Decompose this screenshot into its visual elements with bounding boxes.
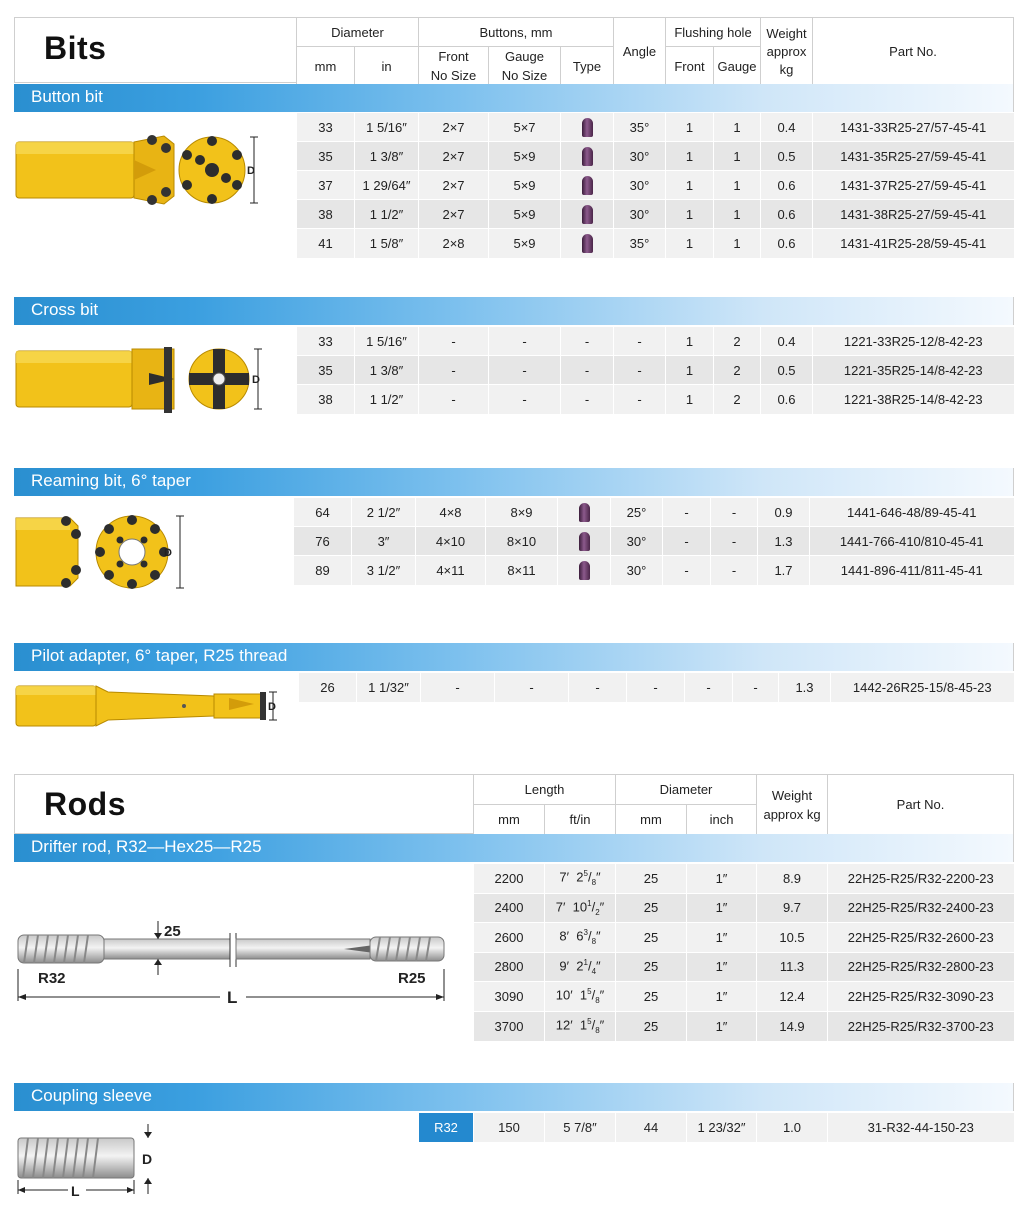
coupling-sleeve-drawing	[14, 1122, 174, 1202]
table-row	[297, 200, 1014, 229]
pilot-adapter-d-label: D	[268, 701, 276, 713]
ft-value: 9′	[559, 958, 570, 974]
cell-diameter-inch: 1 23/32″	[687, 1113, 757, 1142]
cell-dia-mm: 37	[297, 171, 355, 200]
cell-length-ftin: 7′ $10^1/_2''$	[545, 893, 616, 923]
cell-diameter-mm: 25	[616, 982, 687, 1012]
cell-diameter-inch: 1″	[687, 923, 757, 953]
cell-angle: 30°	[614, 171, 666, 200]
cell-part-no: 22H25-R25/R32-3700-23	[828, 1011, 1014, 1041]
cell-weight: 1.0	[757, 1113, 828, 1142]
in-fraction-denominator: 8	[595, 1025, 600, 1035]
cell-flush-gauge: 2	[714, 327, 761, 356]
table-row	[419, 1113, 1014, 1142]
cell-angle: 30°	[614, 200, 666, 229]
cell-angle: -	[627, 673, 685, 702]
cell-front-buttons: 2×7	[419, 142, 489, 171]
cell-flush-front: 1	[666, 356, 714, 385]
table-row	[294, 527, 1014, 556]
drifter-rod-label: Drifter rod, R32—Hex25—R25	[31, 837, 262, 856]
cell-flush-front: 1	[666, 142, 714, 171]
in-header: in	[355, 47, 419, 86]
in-fraction-numerator: 1	[587, 898, 592, 908]
table-row	[297, 113, 1014, 142]
cell-angle: -	[614, 385, 666, 414]
cell-gauge-buttons: 5×9	[489, 171, 561, 200]
cell-length-mm: 3700	[474, 1011, 545, 1041]
cell-length-ftin: 7′ $2^5/_8''$	[545, 864, 616, 894]
cell-dia-mm: 38	[297, 200, 355, 229]
button-bit-label: Button bit	[31, 87, 103, 106]
button-insert-icon	[582, 118, 593, 137]
cell-part-no: 22H25-R25/R32-2600-23	[828, 923, 1014, 953]
cell-front-buttons: 4×10	[416, 527, 486, 556]
table-row	[474, 982, 1014, 1012]
button-insert-icon	[579, 561, 590, 580]
cell-weight: 9.7	[757, 893, 828, 923]
cell-angle: 30°	[611, 527, 663, 556]
flushing-header: Flushing hole	[666, 18, 761, 47]
cell-gauge-buttons: -	[489, 356, 561, 385]
cell-weight: 12.4	[757, 982, 828, 1012]
cell-length-mm: 150	[474, 1113, 545, 1142]
in-fraction-numerator: 3	[583, 928, 588, 938]
rod-length-ftin-header: ft/in	[545, 805, 616, 835]
cell-dia-in: 3 1/2″	[352, 556, 416, 585]
cell-weight: 0.6	[761, 171, 813, 200]
part-no-header: Part No.	[813, 18, 1014, 86]
cell-button-type: -	[561, 385, 614, 414]
in-fraction-denominator: 2	[595, 907, 600, 917]
in-whole-value: 10	[572, 899, 588, 915]
cell-button-type: -	[569, 673, 627, 702]
cell-flush-gauge: 1	[714, 200, 761, 229]
cell-weight: 0.6	[761, 200, 813, 229]
weight-header: Weight approx kg	[761, 18, 813, 86]
buttons-header: Buttons, mm	[419, 18, 614, 47]
table-row	[474, 893, 1014, 923]
cell-flush-front: 1	[666, 113, 714, 142]
cell-part-no: 22H25-R25/R32-2800-23	[828, 952, 1014, 982]
cell-flush-gauge: 1	[714, 142, 761, 171]
cell-weight: 0.9	[758, 498, 810, 527]
cell-diameter-inch: 1″	[687, 982, 757, 1012]
diameter-header: Diameter	[297, 18, 419, 47]
cell-dia-mm: 33	[297, 113, 355, 142]
cell-angle: 25°	[611, 498, 663, 527]
rod-diameter-header: Diameter	[616, 775, 757, 805]
cell-part-no: 1431-35R25-27/59-45-41	[813, 142, 1014, 171]
cell-length-mm: 2200	[474, 864, 545, 894]
cell-part-no: 22H25-R25/R32-3090-23	[828, 982, 1014, 1012]
cell-front-buttons: -	[421, 673, 495, 702]
cell-length-ftin: 8′ $6^3/_8''$	[545, 923, 616, 953]
hex-dimension-label: 25	[164, 923, 181, 940]
cell-angle: 35°	[614, 113, 666, 142]
table-row	[297, 171, 1014, 200]
cell-dia-in: 1 5/8″	[355, 229, 419, 258]
mm-header: mm	[297, 47, 355, 86]
cell-flush-front: -	[663, 498, 711, 527]
cell-thread: R32	[419, 1113, 474, 1142]
pilot-adapter-label: Pilot adapter, 6° taper, R25 thread	[31, 646, 288, 665]
in-fraction-denominator: 8	[591, 878, 597, 888]
cell-part-no: 22H25-R25/R32-2200-23	[828, 864, 1014, 894]
cell-diameter-mm: 25	[616, 864, 687, 894]
flushing-front-header: Front	[666, 47, 714, 86]
cell-front-buttons: -	[419, 356, 489, 385]
bits-header-table	[296, 17, 1014, 86]
cell-part-no: 1441-896-411/811-45-41	[810, 556, 1014, 585]
cell-weight: 1.3	[779, 673, 831, 702]
cell-part-no: 31-R32-44-150-23	[828, 1113, 1014, 1142]
ft-value: 8′	[559, 928, 570, 944]
cell-part-no: 1221-35R25-14/8-42-23	[813, 356, 1014, 385]
cell-weight: 0.6	[761, 385, 813, 414]
ft-value: 7′	[559, 869, 570, 885]
rod-length-mm-header: mm	[474, 805, 545, 835]
cell-weight: 1.7	[758, 556, 810, 585]
cell-weight: 8.9	[757, 864, 828, 894]
cell-length-mm: 3090	[474, 982, 545, 1012]
r32-thread-label: R32	[38, 970, 66, 987]
drifter-rod-band	[14, 834, 1014, 862]
button-bit-drawing	[14, 130, 264, 215]
cell-weight: 0.4	[761, 327, 813, 356]
cell-flush-front: 1	[666, 229, 714, 258]
cell-flush-gauge: 2	[714, 356, 761, 385]
cell-part-no: 1221-38R25-14/8-42-23	[813, 385, 1014, 414]
cross-bit-drawing	[14, 345, 264, 415]
rod-diameter-mm-header: mm	[616, 805, 687, 835]
in-fraction-numerator: 5	[587, 1017, 592, 1027]
button-insert-icon	[582, 205, 593, 224]
cell-dia-in: 1 1/2″	[355, 385, 419, 414]
coupling-sleeve-table	[418, 1112, 1014, 1142]
cell-length-mm: 2600	[474, 923, 545, 953]
cell-part-no: 1431-41R25-28/59-45-41	[813, 229, 1014, 258]
in-fraction-numerator: 1	[583, 957, 588, 967]
ft-value: 7′	[555, 899, 566, 915]
cell-dia-mm: 35	[297, 356, 355, 385]
button-bit-table	[296, 112, 1014, 258]
button-insert-icon	[579, 532, 590, 551]
cell-part-no: 1441-646-48/89-45-41	[810, 498, 1014, 527]
cell-length-ftin: 10′ $1^5/_8''$	[545, 982, 616, 1012]
cell-dia-in: 1 5/16″	[355, 113, 419, 142]
cell-button-type	[561, 200, 614, 229]
cross-bit-d-label: D	[252, 374, 260, 386]
cell-gauge-buttons: 5×7	[489, 113, 561, 142]
cell-button-type	[561, 142, 614, 171]
cell-dia-mm: 64	[294, 498, 352, 527]
cell-part-no: 1441-766-410/810-45-41	[810, 527, 1014, 556]
cell-part-no: 1431-33R25-27/57-45-41	[813, 113, 1014, 142]
cell-length-mm: 2400	[474, 893, 545, 923]
button-insert-icon	[582, 176, 593, 195]
cell-dia-mm: 38	[297, 385, 355, 414]
cell-diameter-mm: 25	[616, 1011, 687, 1041]
cell-dia-mm: 89	[294, 556, 352, 585]
cell-dia-mm: 26	[299, 673, 357, 702]
in-fraction-denominator: 8	[591, 937, 597, 947]
cell-gauge-buttons: 8×10	[486, 527, 558, 556]
cell-flush-front: -	[663, 527, 711, 556]
table-row	[299, 673, 1014, 702]
cell-front-buttons: 2×7	[419, 171, 489, 200]
cell-button-type: -	[561, 356, 614, 385]
cell-diameter-mm: 44	[616, 1113, 687, 1142]
rod-length-header: Length	[474, 775, 616, 805]
cell-front-buttons: -	[419, 385, 489, 414]
cell-dia-mm: 33	[297, 327, 355, 356]
cell-dia-in: 3″	[352, 527, 416, 556]
reaming-bit-band	[14, 468, 1014, 496]
cell-angle: 30°	[611, 556, 663, 585]
cell-front-buttons: 2×8	[419, 229, 489, 258]
cell-weight: 0.5	[761, 356, 813, 385]
cell-button-type	[558, 527, 611, 556]
cell-flush-gauge: -	[711, 527, 758, 556]
cell-front-buttons: 2×7	[419, 200, 489, 229]
table-row	[297, 142, 1014, 171]
cell-front-buttons: 4×8	[416, 498, 486, 527]
cell-button-type	[558, 498, 611, 527]
button-insert-icon	[579, 503, 590, 522]
cell-flush-gauge: -	[711, 498, 758, 527]
cell-gauge-buttons: 5×9	[489, 200, 561, 229]
button-bit-d-label: D	[247, 165, 255, 177]
cell-part-no: 22H25-R25/R32-2400-23	[828, 893, 1014, 923]
coupling-sleeve-label: Coupling sleeve	[31, 1086, 152, 1105]
table-row	[297, 385, 1014, 414]
in-whole-value: 6	[576, 928, 584, 944]
cell-dia-in: 1 1/2″	[355, 200, 419, 229]
coupling-l-label: L	[71, 1183, 80, 1199]
cell-front-buttons: -	[419, 327, 489, 356]
table-row	[297, 327, 1014, 356]
cell-part-no: 1442-26R25-15/8-45-23	[831, 673, 1014, 702]
type-header: Type	[561, 47, 614, 86]
cell-part-no: 1431-38R25-27/59-45-41	[813, 200, 1014, 229]
cell-weight: 10.5	[757, 923, 828, 953]
pilot-adapter-drawing	[14, 680, 284, 732]
cell-flush-front: -	[663, 556, 711, 585]
cell-weight: 0.5	[761, 142, 813, 171]
rod-weight-header: Weight approx kg	[757, 775, 828, 835]
flushing-gauge-header: Gauge	[714, 47, 761, 86]
cell-gauge-buttons: -	[489, 327, 561, 356]
rod-diameter-inch-header: inch	[687, 805, 757, 835]
cell-length-ftin: 5 7/8″	[545, 1113, 616, 1142]
table-row	[474, 952, 1014, 982]
cell-button-type: -	[561, 327, 614, 356]
coupling-sleeve-band	[14, 1083, 1014, 1111]
in-whole-value: 2	[576, 869, 584, 885]
cross-bit-table	[296, 326, 1014, 414]
reaming-bit-table	[293, 497, 1014, 585]
cell-dia-in: 2 1/2″	[352, 498, 416, 527]
table-row	[294, 498, 1014, 527]
cell-angle: -	[614, 327, 666, 356]
table-row	[474, 864, 1014, 894]
drifter-rod-table	[473, 863, 1014, 1041]
table-row	[297, 229, 1014, 258]
cell-angle: -	[614, 356, 666, 385]
rod-length-label: L	[227, 988, 238, 1005]
cell-diameter-mm: 25	[616, 893, 687, 923]
cell-flush-front: 1	[666, 385, 714, 414]
cell-dia-in: 1 3/8″	[355, 142, 419, 171]
cell-diameter-mm: 25	[616, 923, 687, 953]
cell-diameter-inch: 1″	[687, 864, 757, 894]
cell-gauge-buttons: -	[489, 385, 561, 414]
cell-part-no: 1431-37R25-27/59-45-41	[813, 171, 1014, 200]
reaming-bit-d-label: D	[164, 547, 172, 559]
reaming-bit-label: Reaming bit, 6° taper	[31, 471, 191, 490]
cell-angle: 35°	[614, 229, 666, 258]
cell-gauge-buttons: 5×9	[489, 142, 561, 171]
front-header: Front No Size	[419, 47, 489, 86]
cell-flush-gauge: 1	[714, 113, 761, 142]
in-fraction-denominator: 8	[595, 996, 600, 1006]
in-whole-value: 1	[579, 1017, 588, 1033]
rod-part-header: Part No.	[828, 775, 1014, 835]
table-row	[474, 1011, 1014, 1041]
cell-diameter-inch: 1″	[687, 1011, 757, 1041]
cell-gauge-buttons: 8×11	[486, 556, 558, 585]
cell-gauge-buttons: 8×9	[486, 498, 558, 527]
cell-dia-in: 1 3/8″	[355, 356, 419, 385]
cell-weight: 14.9	[757, 1011, 828, 1041]
in-whole-value: 1	[579, 987, 588, 1003]
cell-front-buttons: 2×7	[419, 113, 489, 142]
button-insert-icon	[582, 147, 593, 166]
in-whole-value: 2	[576, 958, 584, 974]
cell-part-no: 1221-33R25-12/8-42-23	[813, 327, 1014, 356]
cell-weight: 1.3	[758, 527, 810, 556]
bits-title: Bits	[44, 30, 107, 66]
cell-flush-gauge: -	[711, 556, 758, 585]
cell-dia-mm: 41	[297, 229, 355, 258]
ft-value: 12′	[555, 1017, 573, 1033]
cell-flush-gauge: -	[733, 673, 779, 702]
gauge-header: Gauge No Size	[489, 47, 561, 86]
r25-thread-label: R25	[398, 970, 426, 987]
cell-dia-in: 1 5/16″	[355, 327, 419, 356]
cell-flush-front: -	[685, 673, 733, 702]
cell-flush-front: 1	[666, 171, 714, 200]
cross-bit-label: Cross bit	[31, 300, 99, 319]
cell-flush-gauge: 1	[714, 171, 761, 200]
angle-header: Angle	[614, 18, 666, 86]
cell-flush-front: 1	[666, 327, 714, 356]
cell-angle: 30°	[614, 142, 666, 171]
table-row	[297, 356, 1014, 385]
cell-dia-in: 1 29/64″	[355, 171, 419, 200]
cell-button-type	[558, 556, 611, 585]
cell-weight: 11.3	[757, 952, 828, 982]
cell-length-ftin: 9′ $2^1/_4''$	[545, 952, 616, 982]
in-fraction-numerator: 5	[587, 987, 592, 997]
cell-diameter-mm: 25	[616, 952, 687, 982]
cell-diameter-inch: 1″	[687, 952, 757, 982]
button-insert-icon	[582, 234, 593, 253]
cell-button-type	[561, 171, 614, 200]
cell-dia-mm: 35	[297, 142, 355, 171]
drifter-rod-drawing	[14, 915, 454, 1005]
cell-gauge-buttons: -	[495, 673, 569, 702]
cell-dia-in: 1 1/32″	[357, 673, 421, 702]
cell-flush-gauge: 1	[714, 229, 761, 258]
cell-flush-front: 1	[666, 200, 714, 229]
pilot-adapter-band	[14, 643, 1014, 671]
reaming-bit-drawing	[14, 512, 194, 592]
table-row	[294, 556, 1014, 585]
ft-value: 10′	[555, 987, 573, 1003]
cell-button-type	[561, 229, 614, 258]
cell-length-mm: 2800	[474, 952, 545, 982]
in-fraction-numerator: 5	[583, 869, 588, 879]
pilot-adapter-table	[298, 672, 1014, 702]
in-fraction-denominator: 4	[591, 966, 597, 976]
cell-gauge-buttons: 5×9	[489, 229, 561, 258]
cell-diameter-inch: 1″	[687, 893, 757, 923]
cell-length-ftin: 12′ $1^5/_8''$	[545, 1011, 616, 1041]
cell-button-type	[561, 113, 614, 142]
cell-dia-mm: 76	[294, 527, 352, 556]
coupling-d-label: D	[142, 1151, 153, 1167]
cell-weight: 0.4	[761, 113, 813, 142]
rods-header-table	[473, 774, 1014, 835]
cross-bit-band	[14, 297, 1014, 325]
cell-weight: 0.6	[761, 229, 813, 258]
rods-title: Rods	[44, 786, 126, 822]
cell-flush-gauge: 2	[714, 385, 761, 414]
button-bit-band	[14, 84, 1014, 112]
cell-front-buttons: 4×11	[416, 556, 486, 585]
table-row	[474, 923, 1014, 953]
